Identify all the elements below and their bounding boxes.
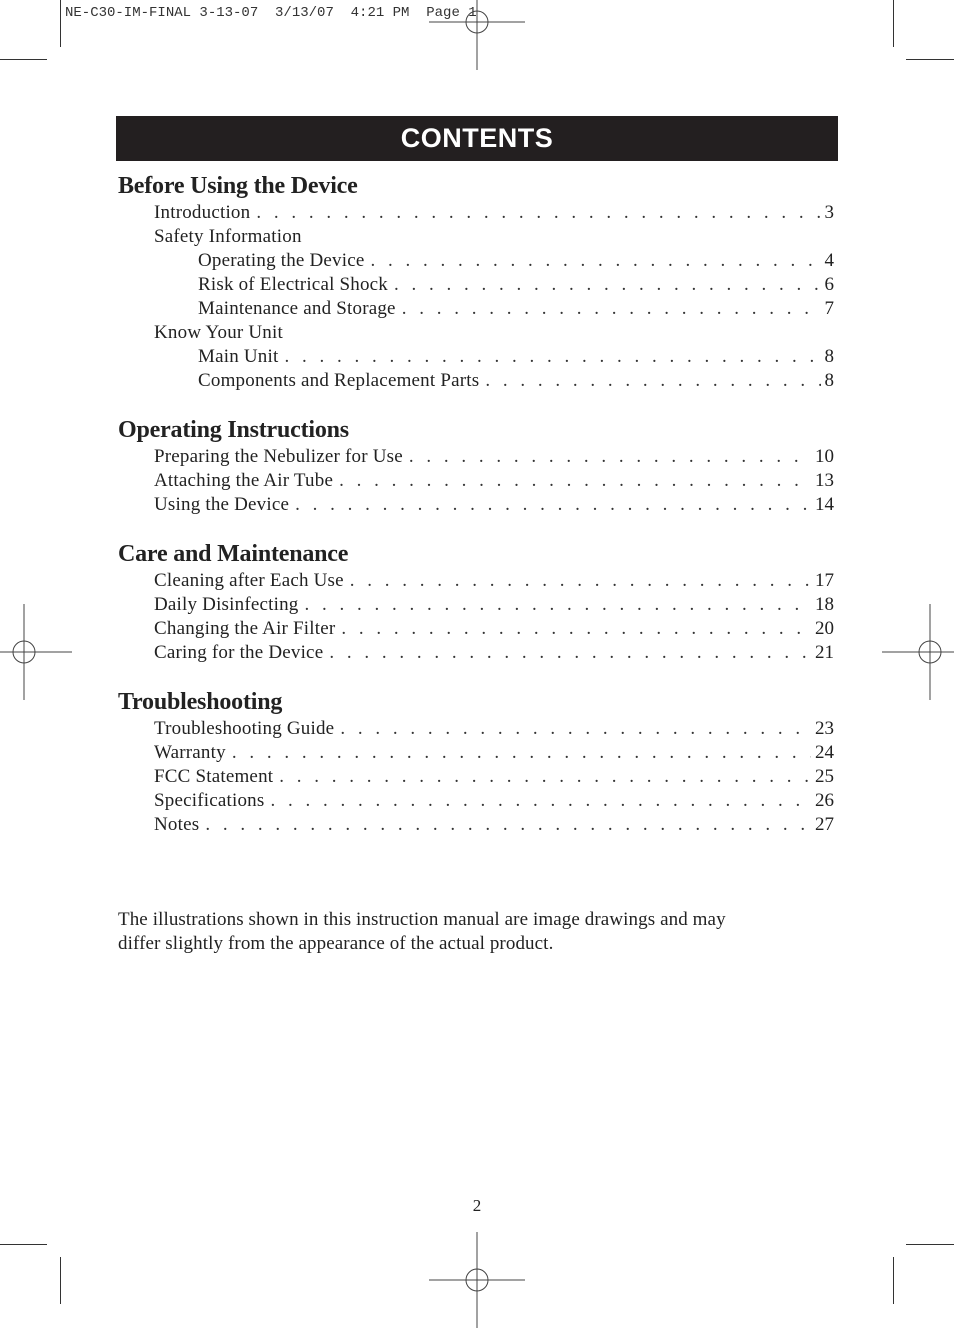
section-title: Care and Maintenance <box>118 541 349 567</box>
section-troubleshooting <box>118 687 834 837</box>
dot-leader <box>329 641 811 665</box>
toc-entry-page: 6 <box>824 274 834 295</box>
crop-mark-bottom-right-horizontal <box>906 1244 954 1245</box>
disclaimer-line-2: differ slightly from the appearance of the actual product. <box>118 933 554 954</box>
section-care-and-maintenance <box>118 539 834 665</box>
toc-entry-daily-disinfecting[interactable] <box>118 593 834 617</box>
toc-entry-label: Changing the Air Filter <box>154 618 336 639</box>
toc-entry-page: 26 <box>815 790 834 811</box>
dot-leader <box>340 717 811 741</box>
toc-entry-page: 25 <box>815 766 834 787</box>
toc-entry-page: 20 <box>815 618 834 639</box>
toc-entry-label: Preparing the Nebulizer for Use <box>154 446 403 467</box>
toc-entry-label: Maintenance and Storage <box>198 298 396 319</box>
toc-entry-label: Warranty <box>154 742 226 763</box>
toc-entry-specifications[interactable] <box>118 789 834 813</box>
toc-entry-preparing-the-nebulizer[interactable] <box>118 445 834 469</box>
toc-entry-page: 17 <box>815 570 834 591</box>
toc-entry-cleaning-after-each-use[interactable] <box>118 569 834 593</box>
toc-entry-page: 7 <box>824 298 834 319</box>
disclaimer-line-1: The illustrations shown in this instruction manual are image drawings and may <box>118 909 726 930</box>
dot-leader <box>279 765 811 789</box>
contents-header-bar <box>116 116 838 161</box>
section-title: Troubleshooting <box>118 689 283 715</box>
section-title: Operating Instructions <box>118 417 349 443</box>
illustration-disclaimer <box>118 908 834 956</box>
toc-entry-label: Using the Device <box>154 494 290 515</box>
toc-entry-safety-information[interactable] <box>118 225 834 249</box>
toc-entry-label: Caring for the Device <box>154 642 324 663</box>
toc-entry-troubleshooting-guide[interactable] <box>118 717 834 741</box>
toc-entry-page: 8 <box>824 346 834 367</box>
toc-entry-label: Daily Disinfecting <box>154 594 299 615</box>
section-operating-instructions <box>118 415 834 517</box>
toc-entry-risk-of-electrical-shock[interactable] <box>118 273 834 297</box>
toc-entry-label: Safety Information <box>154 226 302 247</box>
crop-mark-top-left-vertical <box>60 0 61 47</box>
toc-entry-label: Attaching the Air Tube <box>154 470 334 491</box>
dot-leader <box>341 617 811 641</box>
toc-entry-page: 3 <box>824 202 834 223</box>
toc-entry-label: Operating the Device <box>198 250 365 271</box>
section-title: Before Using the Device <box>118 173 358 199</box>
toc-entry-label: Main Unit <box>198 346 279 367</box>
toc-entry-page: 10 <box>815 446 834 467</box>
dot-leader <box>305 593 812 617</box>
toc-entry-using-the-device[interactable] <box>118 493 834 517</box>
dot-leader <box>295 493 811 517</box>
crop-mark-top-right-horizontal <box>906 59 954 60</box>
toc-entry-page: 23 <box>815 718 834 739</box>
crop-mark-bottom-left-vertical <box>60 1257 61 1304</box>
toc-entry-page: 27 <box>815 814 834 835</box>
toc-entry-label: Notes <box>154 814 200 835</box>
dot-leader <box>485 369 820 393</box>
toc-entry-label: Risk of Electrical Shock <box>198 274 389 295</box>
print-slug-line: NE-C30-IM-FINAL 3-13-07 3/13/07 4:21 PM Page 1 <box>65 5 477 21</box>
dot-leader <box>394 273 820 297</box>
toc-entry-know-your-unit[interactable] <box>118 321 834 345</box>
toc-entry-attaching-the-air-tube[interactable] <box>118 469 834 493</box>
table-of-contents <box>118 171 834 859</box>
section-before-using <box>118 171 834 393</box>
toc-entry-operating-the-device[interactable] <box>118 249 834 273</box>
toc-entry-main-unit[interactable] <box>118 345 834 369</box>
dot-leader <box>370 249 820 273</box>
toc-entry-fcc-statement[interactable] <box>118 765 834 789</box>
dot-leader <box>409 445 811 469</box>
dot-leader <box>350 569 811 593</box>
dot-leader <box>402 297 821 321</box>
toc-entry-warranty[interactable] <box>118 741 834 765</box>
toc-entry-page: 21 <box>815 642 834 663</box>
toc-entry-label: Introduction <box>154 202 251 223</box>
toc-entry-page: 24 <box>815 742 834 763</box>
toc-entry-page: 14 <box>815 494 834 515</box>
toc-entry-components-and-replacement-parts[interactable] <box>118 369 834 393</box>
toc-entry-label: Troubleshooting Guide <box>154 718 335 739</box>
toc-entry-label: Components and Replacement Parts <box>198 370 480 391</box>
toc-entry-introduction[interactable] <box>118 201 834 225</box>
crop-mark-bottom-right-vertical <box>893 1257 894 1304</box>
registration-mark-right-icon <box>882 604 954 700</box>
toc-entry-label: FCC Statement <box>154 766 274 787</box>
toc-entry-label: Cleaning after Each Use <box>154 570 344 591</box>
toc-entry-page: 4 <box>824 250 834 271</box>
toc-entry-label: Know Your Unit <box>154 322 283 343</box>
toc-entry-maintenance-and-storage[interactable] <box>118 297 834 321</box>
dot-leader <box>232 741 811 765</box>
registration-mark-bottom-icon <box>429 1232 525 1328</box>
toc-entry-caring-for-the-device[interactable] <box>118 641 834 665</box>
contents-title: CONTENTS <box>400 123 554 153</box>
dot-leader <box>284 345 820 369</box>
toc-entry-label: Specifications <box>154 790 265 811</box>
page-number: 2 <box>472 1196 482 1215</box>
dot-leader <box>256 201 820 225</box>
toc-entry-page: 13 <box>815 470 834 491</box>
toc-entry-page: 18 <box>815 594 834 615</box>
toc-entry-notes[interactable] <box>118 813 834 837</box>
crop-mark-bottom-left-horizontal <box>0 1244 47 1245</box>
crop-mark-top-left-horizontal <box>0 59 47 60</box>
registration-mark-left-icon <box>0 604 72 700</box>
dot-leader <box>205 813 811 837</box>
crop-mark-top-right-vertical <box>893 0 894 47</box>
dot-leader <box>339 469 811 493</box>
registration-mark-top-icon <box>429 0 525 70</box>
toc-entry-page: 8 <box>824 370 834 391</box>
dot-leader <box>270 789 811 813</box>
toc-entry-changing-the-air-filter[interactable] <box>118 617 834 641</box>
